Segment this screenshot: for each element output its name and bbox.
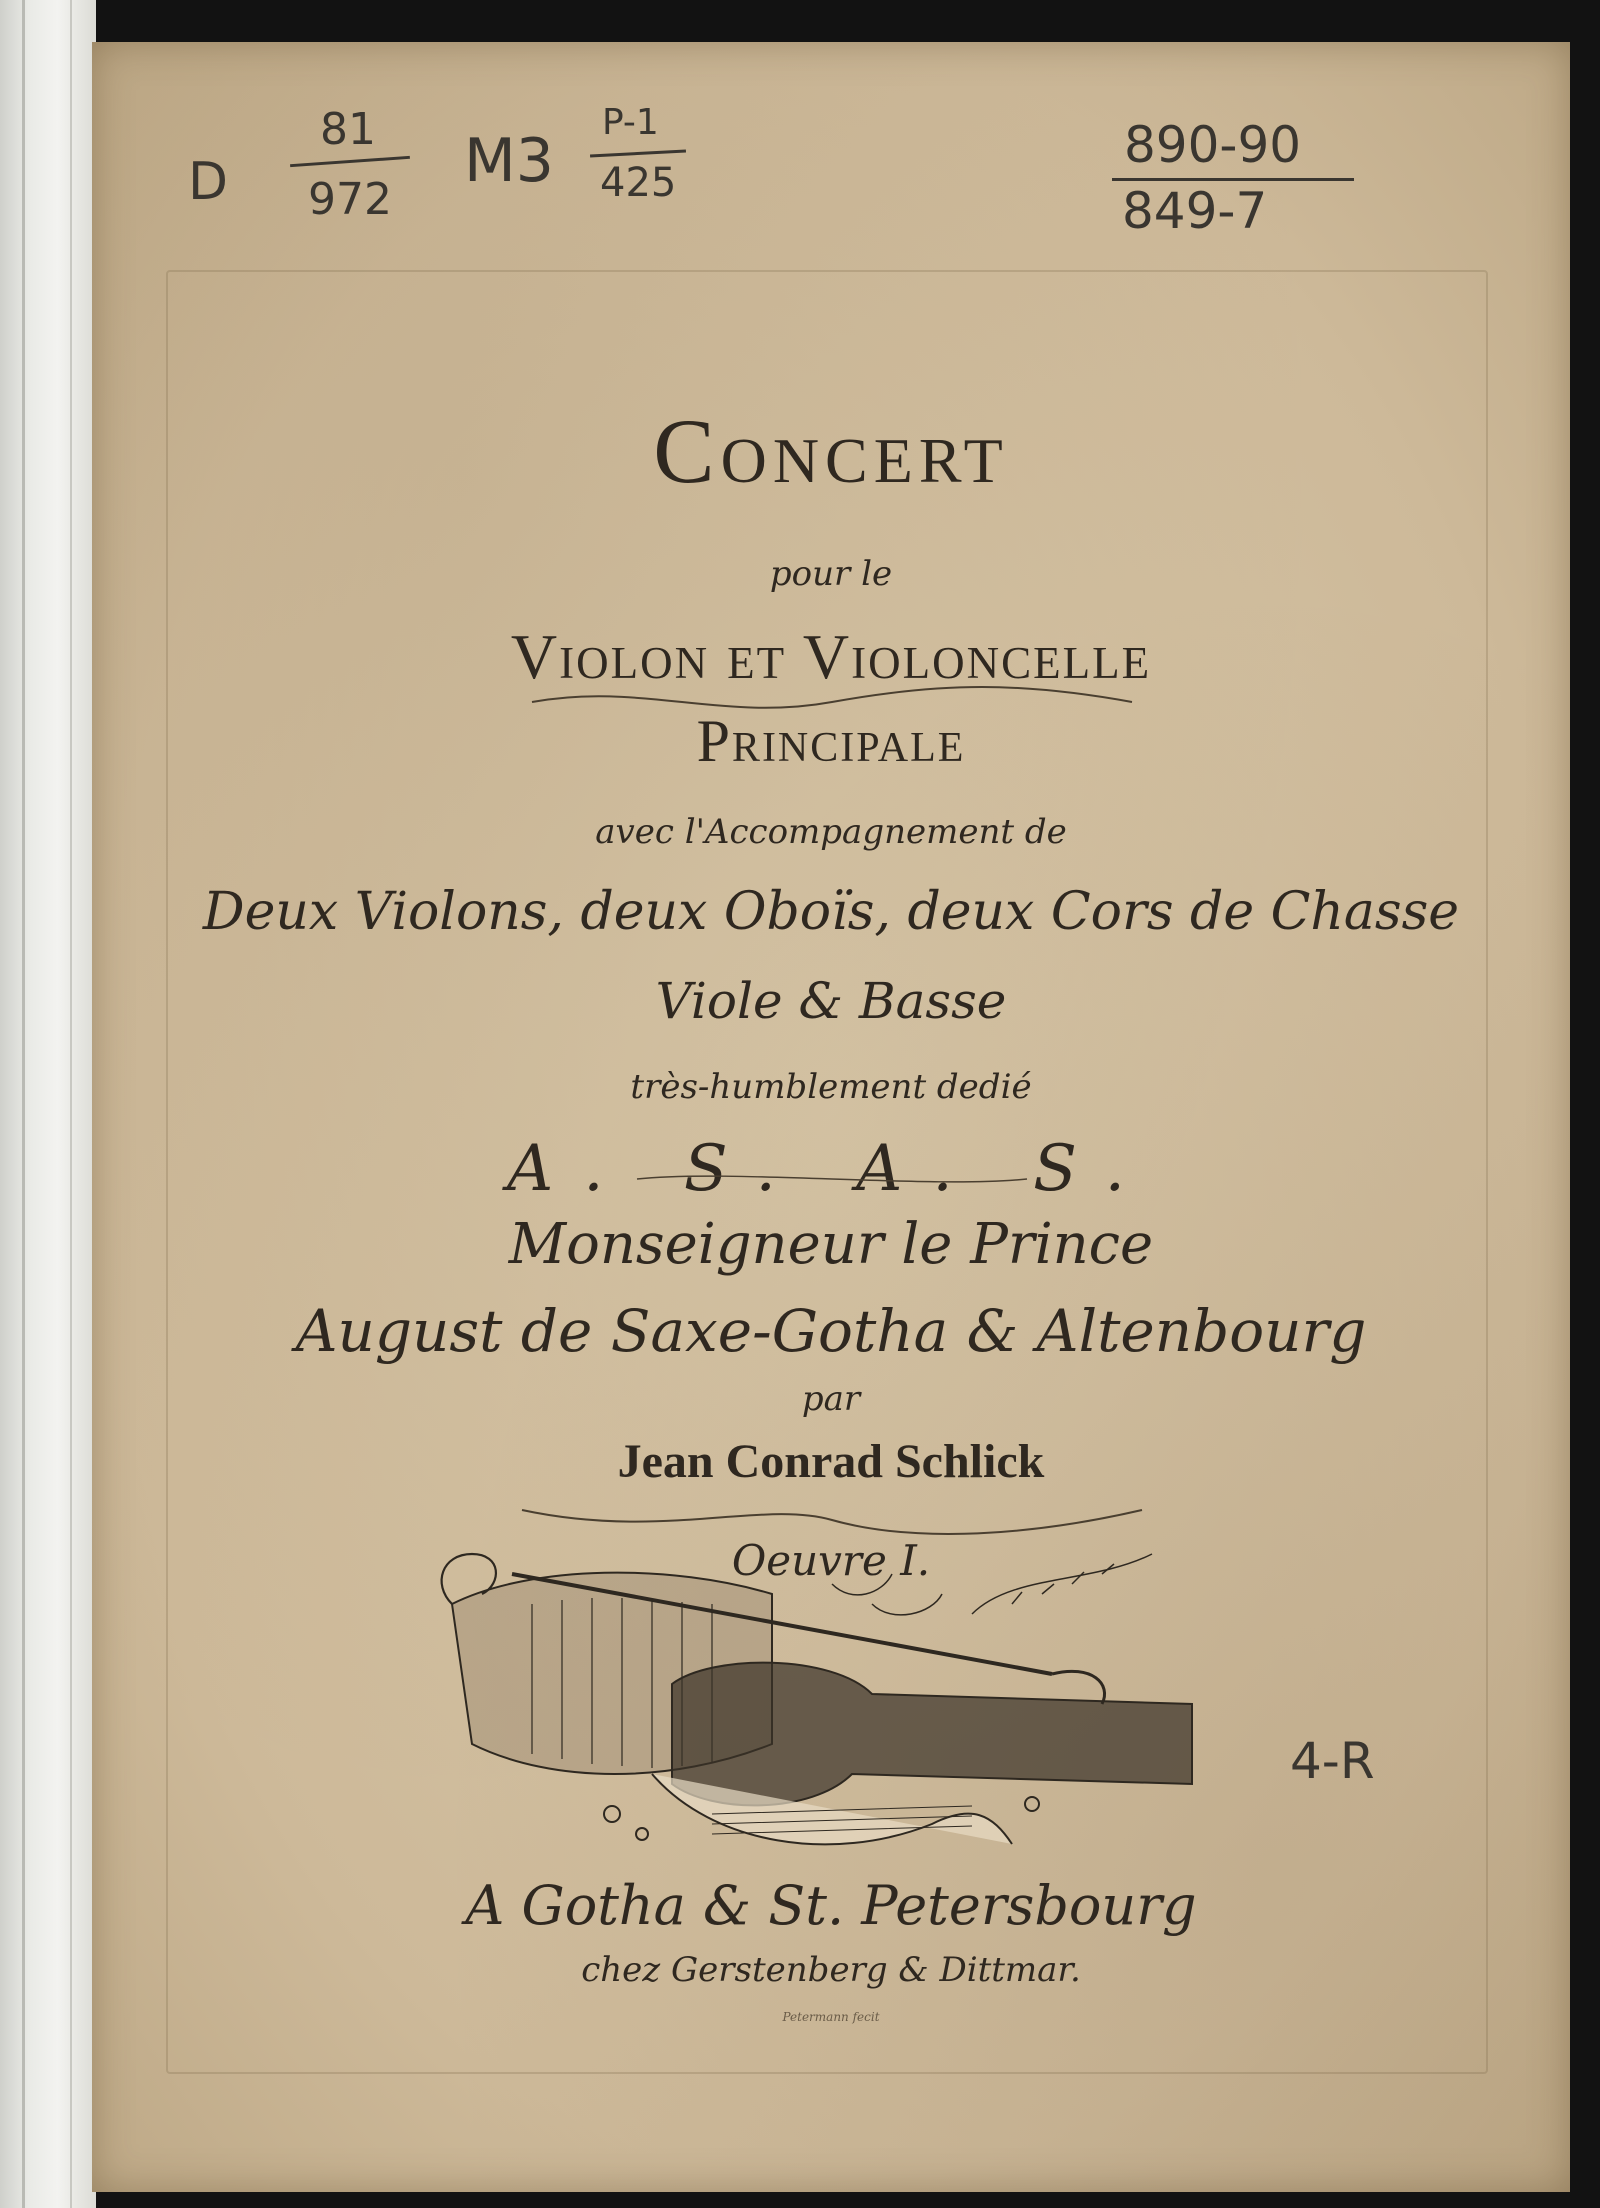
accompaniment-line-2: Viole & Basse: [655, 972, 1007, 1030]
shelf-mark-d: D: [188, 152, 229, 212]
binding-fold-2: [70, 0, 72, 2208]
shelf-mark-m-bottom: 425: [600, 160, 677, 206]
title-page: [92, 42, 1570, 2192]
dedicatee-title: Monseigneur le Prince: [508, 1212, 1154, 1277]
publisher-place: A Gotha & St. Petersbourg: [465, 1874, 1197, 1937]
principale-line: Principale: [696, 708, 966, 774]
catalog-number-1: 890-90: [1124, 116, 1302, 174]
catalog-rule: [1112, 178, 1354, 181]
book-binding: [0, 0, 96, 2208]
flourish-initials: [632, 1167, 1032, 1191]
dedicatee-name: August de Saxe-Gotha & Altenbourg: [295, 1297, 1367, 1365]
dedication-initials: A. S. A. S.: [507, 1132, 1155, 1206]
page-title: Concert: [653, 400, 1009, 502]
opus-number: Oeuvre I.: [731, 1536, 931, 1585]
accompaniment-intro: avec l'Accompagnement de: [595, 812, 1067, 852]
flourish-composer: [512, 1500, 1152, 1540]
catalog-number-2: 849-7: [1122, 182, 1268, 240]
instruments-intro: pour le: [769, 554, 893, 594]
instruments-line: Violon et Violoncelle: [510, 621, 1152, 692]
side-mark: 4-R: [1290, 1732, 1375, 1790]
shelf-mark-rule: [290, 156, 410, 167]
composer-name: Jean Conrad Schlick: [617, 1435, 1045, 1488]
shelf-mark-d-bottom: 972: [308, 174, 392, 225]
shelf-mark-m-top: P-1: [602, 102, 659, 143]
accompaniment-line: Deux Violons, deux Oboïs, deux Cors de Chasse: [202, 882, 1460, 942]
engraver-credit: Petermann fecit: [782, 2010, 880, 2024]
shelf-mark-d-top: 81: [320, 104, 376, 155]
flourish-principale: [522, 682, 1142, 722]
publisher-name: chez Gerstenberg & Dittmar.: [581, 1950, 1081, 1990]
by-line: par: [801, 1379, 861, 1419]
shelf-mark-m-rule: [590, 149, 686, 157]
binding-fold: [22, 0, 25, 2208]
dedication-intro: très-humblement dedié: [630, 1067, 1032, 1107]
music-instruments-vignette: [412, 1544, 1202, 1864]
shelf-mark-m: M3: [464, 126, 554, 196]
